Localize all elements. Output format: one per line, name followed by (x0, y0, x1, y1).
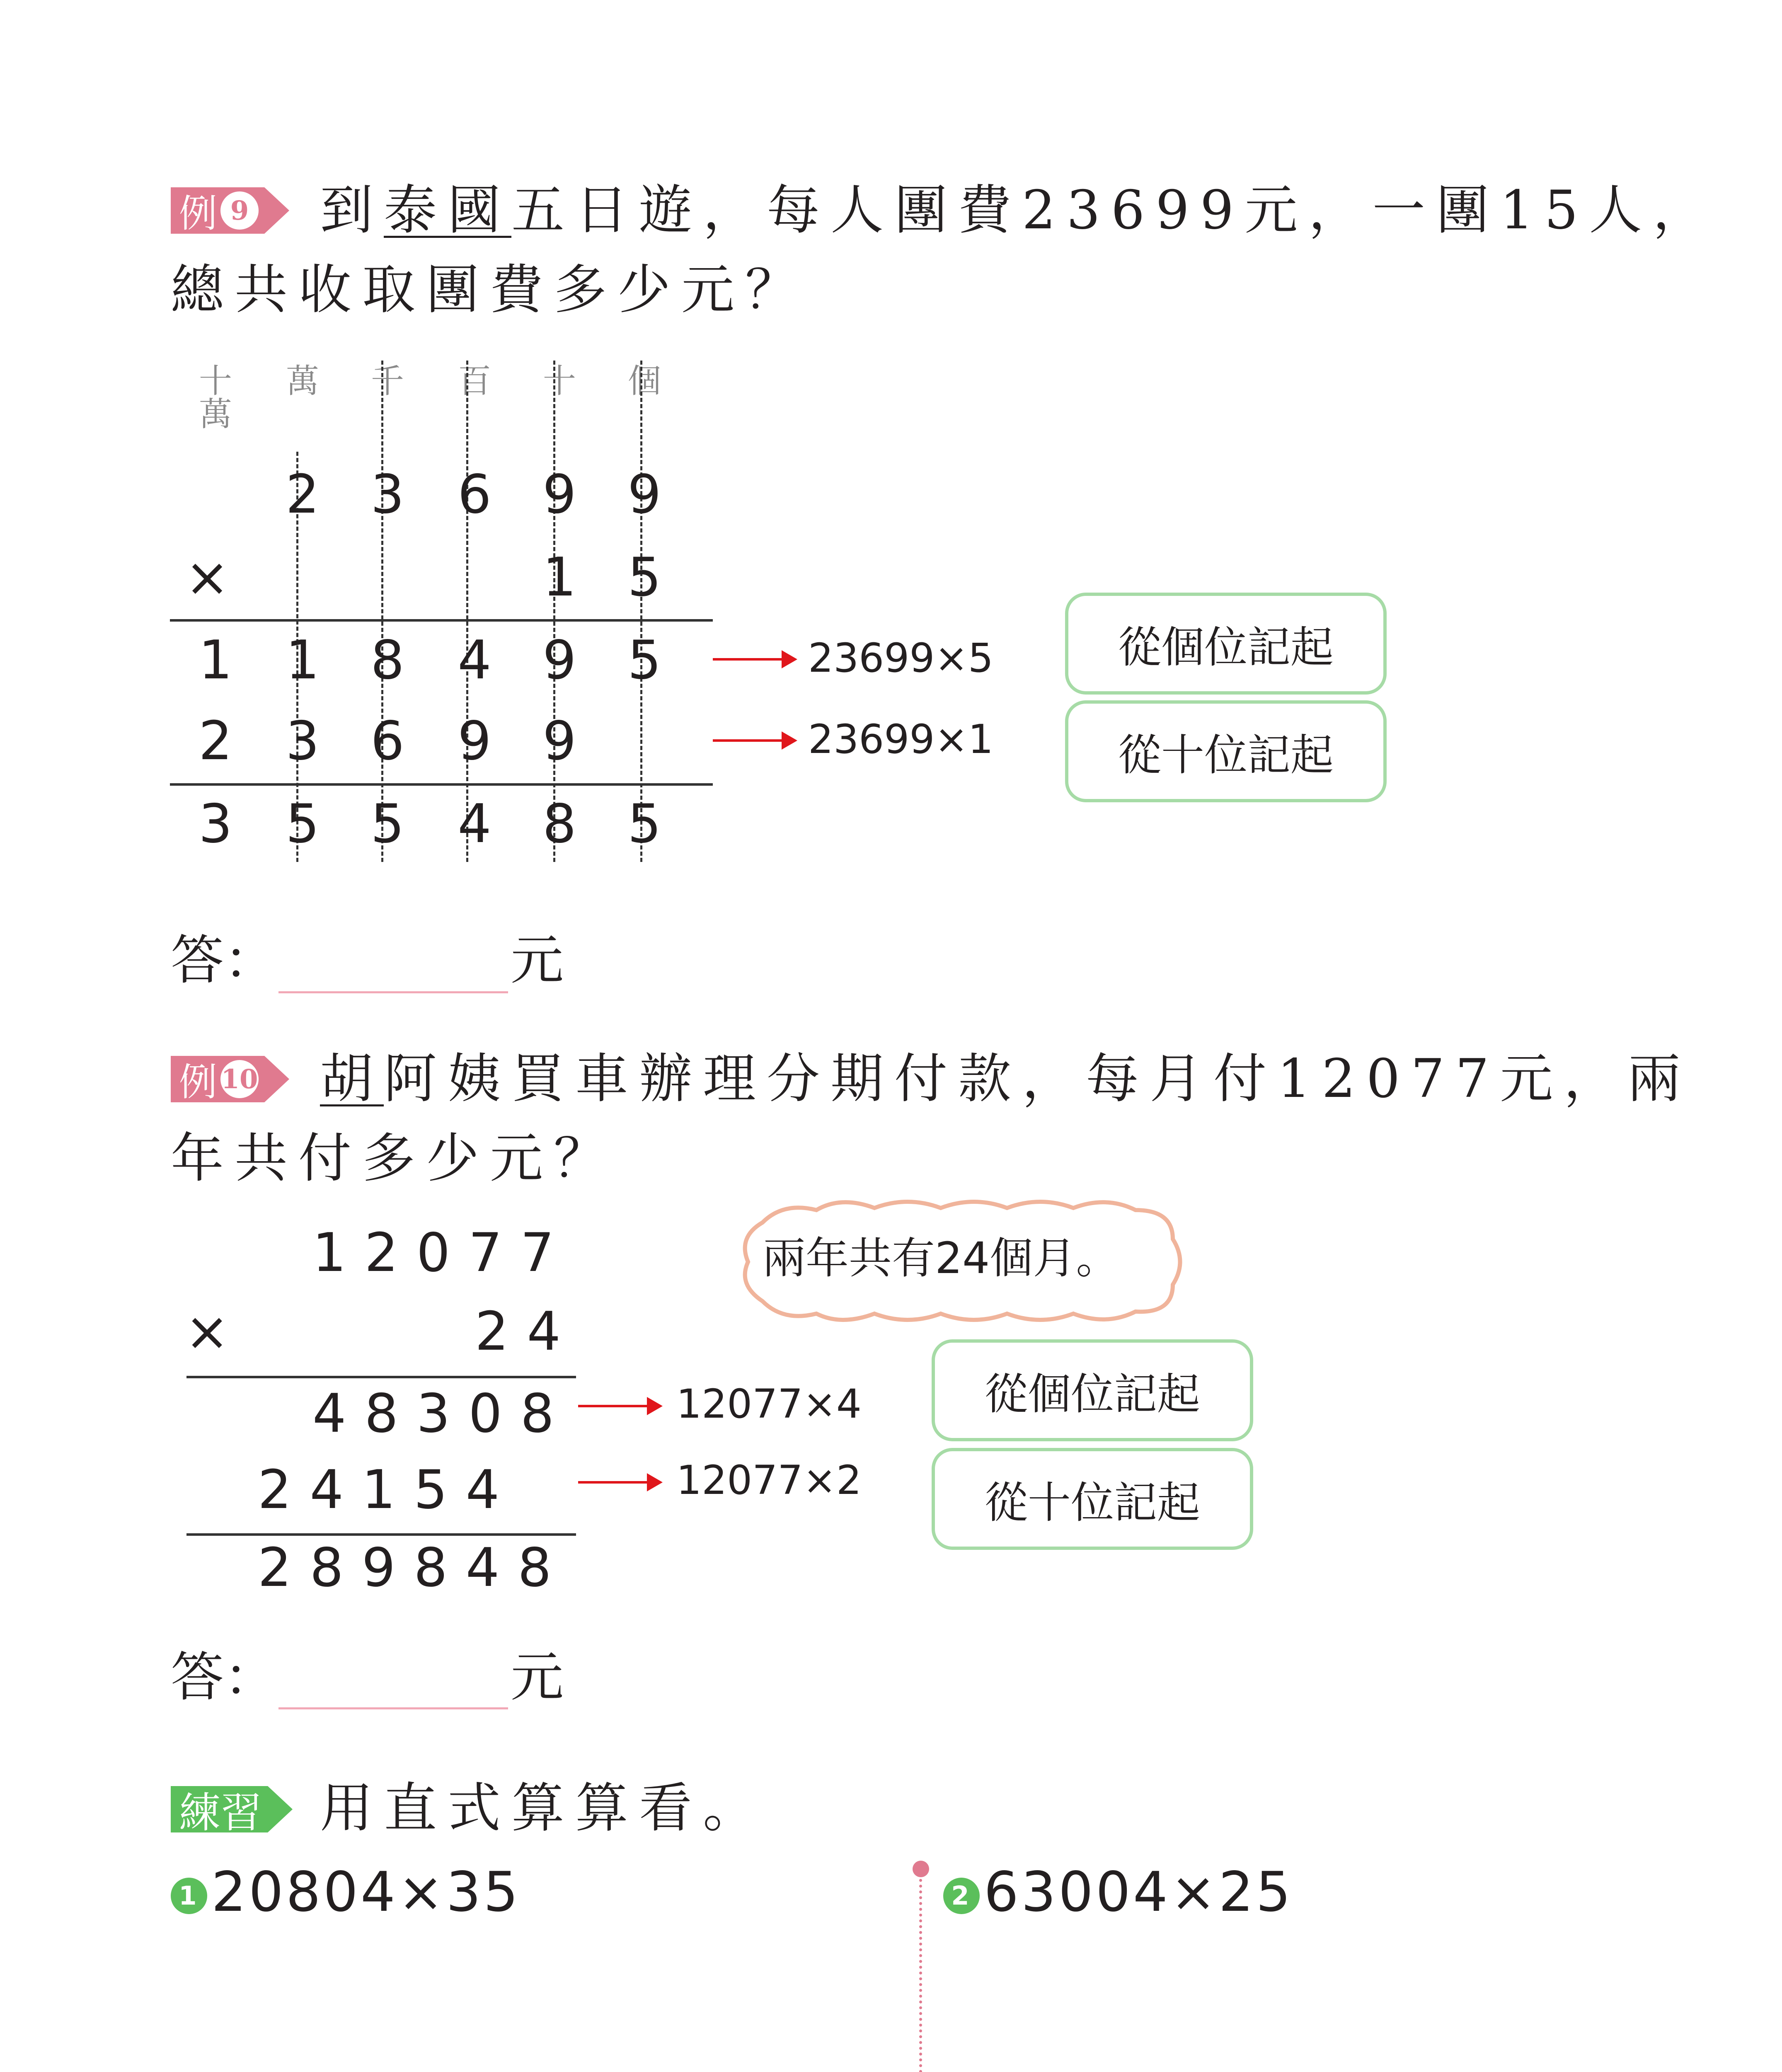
place-name: 泰國 (384, 179, 512, 241)
hint-box-ones: 從個位記起 (1065, 593, 1387, 695)
practice-question-1 (171, 1860, 521, 1924)
answer-line[interactable] (278, 991, 508, 993)
hint-box-tens: 從十位記起 (1065, 700, 1387, 802)
place-value-header: 百 (458, 362, 491, 400)
column-divider (553, 361, 555, 862)
hint-box-tens: 從十位記起 (932, 1448, 1253, 1550)
hint-box-ones: 從個位記起 (932, 1339, 1253, 1441)
total-product-digit: 5 (286, 793, 320, 855)
multiplicand: 12077 (312, 1222, 573, 1284)
total-product-digit: 5 (627, 793, 661, 855)
place-value-header: 萬 (286, 362, 319, 400)
total-product-digit: 5 (370, 793, 404, 855)
question-1-expression: 20804×35 (211, 1860, 521, 1924)
partial-product-2-digit: 9 (458, 710, 492, 772)
note-partial-1: 12077×4 (676, 1381, 862, 1427)
total-product-digit: 3 (199, 793, 232, 855)
note-partial-1: 23699×5 (808, 635, 993, 681)
example-label: 例 (179, 191, 218, 236)
place-value-header: 個 (628, 362, 661, 400)
multiplicand-digit: 9 (627, 464, 661, 525)
example-number: 10 (220, 1060, 259, 1098)
example-9-question-line1: 到泰國五日遊，每人團費23699元，一團15人， (320, 179, 1717, 241)
question-number-1: 1 (171, 1878, 207, 1914)
multiplier: 24 (475, 1301, 579, 1363)
partial-product-2-digit: 2 (199, 710, 232, 772)
partial-product-1-digit: 5 (627, 629, 661, 691)
total-product: 289848 (258, 1537, 570, 1599)
multiplier-digit: 5 (627, 547, 661, 608)
practice-instruction: 用直式算算看。 (320, 1777, 767, 1839)
example-label: 例 (179, 1060, 218, 1104)
divider-line (919, 1873, 922, 2072)
partial-product-1-digit: 8 (370, 629, 404, 691)
cloud-text: 兩年共有24個月。 (763, 1233, 1119, 1283)
column-divider (640, 361, 642, 862)
example-10-question-line1: 胡阿姨買車辦理分期付款，每月付12077元，兩 (320, 1048, 1692, 1110)
question-number-2: 2 (943, 1878, 980, 1914)
red-arrow (578, 1405, 649, 1407)
times-sign: × (185, 1301, 248, 1363)
multiplier-digit: 1 (542, 547, 576, 608)
note-partial-2: 12077×2 (676, 1457, 862, 1503)
multiplicand-digit: 3 (370, 464, 404, 525)
multiplicand-digit: 6 (458, 464, 492, 525)
answer-label: 答： (171, 1646, 277, 1708)
partial-product-1-digit: 1 (286, 629, 320, 691)
practice-tag (171, 1786, 293, 1837)
partial-product-2-digit: 6 (370, 710, 404, 772)
total-product-digit: 8 (542, 793, 576, 855)
red-arrow (713, 658, 783, 661)
example-9-question-line2: 總共收取團費多少元？ (171, 259, 809, 321)
column-divider (466, 361, 468, 862)
note-partial-2: 23699×1 (808, 716, 993, 762)
red-arrow (713, 739, 783, 742)
answer-unit: 元 (511, 929, 564, 991)
total-product-digit: 4 (458, 793, 492, 855)
rule-line (170, 619, 713, 622)
example-9-tag (171, 187, 289, 234)
partial-product-1-digit: 4 (458, 629, 492, 691)
place-value-header: 千 (371, 362, 404, 400)
partial-product-1-digit: 1 (199, 629, 232, 691)
multiplicand-digit: 2 (286, 464, 320, 525)
rule-line (170, 783, 713, 786)
times-sign: × (185, 547, 230, 608)
example-10-tag (171, 1056, 289, 1102)
person-name: 胡 (320, 1048, 384, 1110)
rule-line (186, 1376, 576, 1378)
partial-product-2-digit: 3 (286, 710, 320, 772)
question-2-expression: 63004×25 (984, 1860, 1293, 1924)
answer-unit: 元 (511, 1646, 564, 1708)
place-value-header: 十 萬 (199, 362, 232, 433)
red-arrow (578, 1481, 649, 1484)
column-divider (381, 361, 383, 862)
partial-product-2: 24154 (258, 1459, 518, 1521)
partial-product-2-digit: 9 (542, 710, 576, 772)
multiplicand-digit: 9 (542, 464, 576, 525)
partial-product-1: 48308 (312, 1383, 573, 1445)
partial-product-1-digit: 9 (542, 629, 576, 691)
rule-line (186, 1533, 576, 1536)
practice-question-2 (943, 1860, 1293, 1924)
example-number: 9 (220, 191, 259, 230)
place-value-header: 十 (543, 362, 576, 400)
answer-line[interactable] (278, 1707, 508, 1709)
example-10-question-line2: 年共付多少元？ (171, 1128, 618, 1189)
practice-label: 練習 (179, 1789, 262, 1837)
answer-label: 答： (171, 929, 277, 991)
